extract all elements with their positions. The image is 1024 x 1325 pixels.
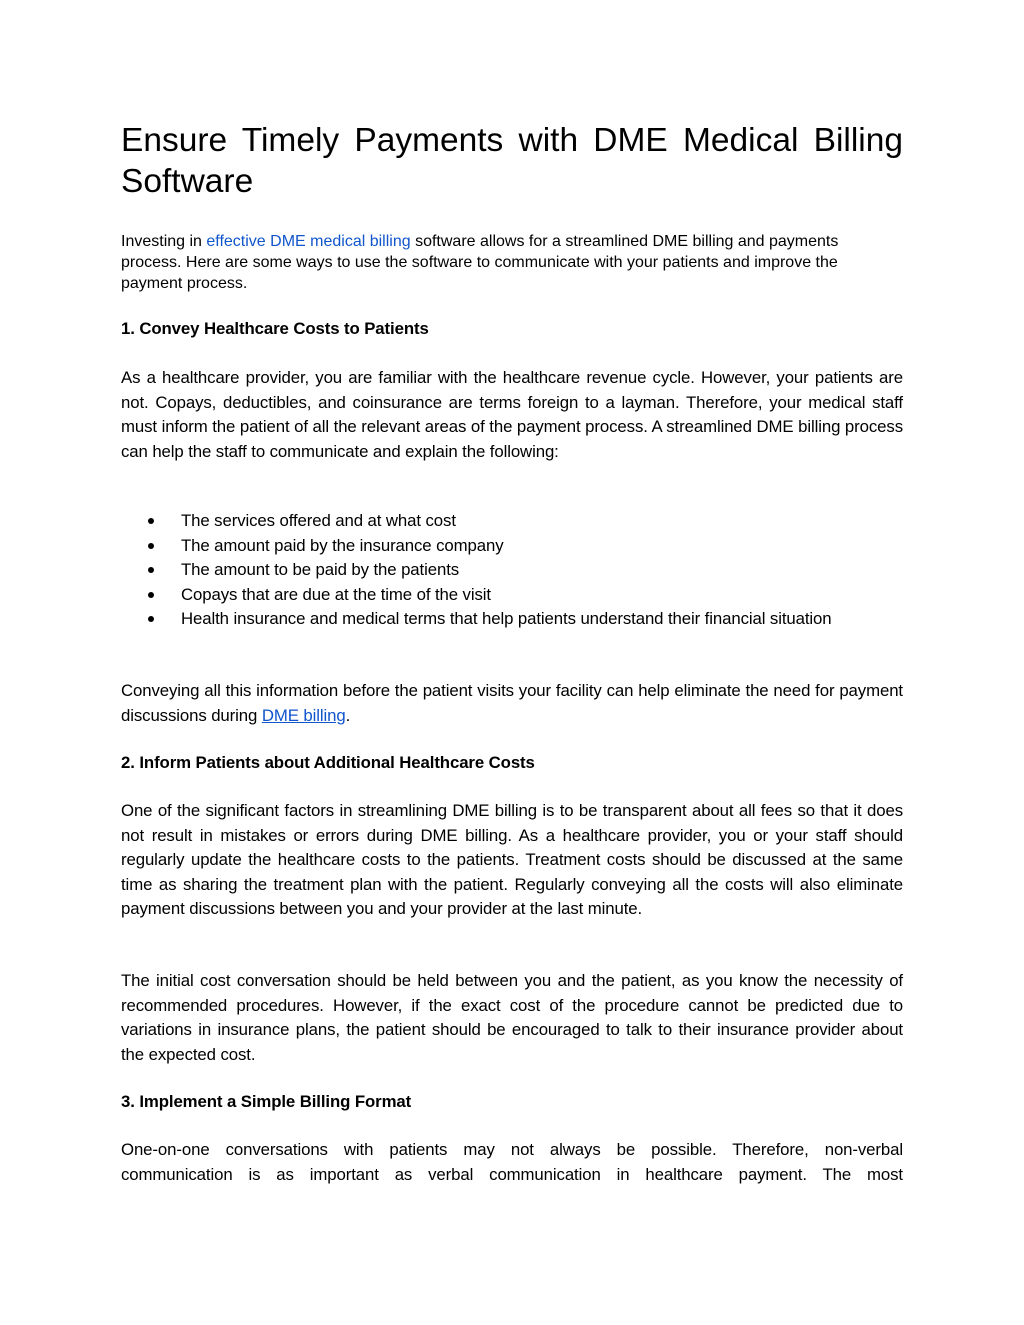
bullet-icon [148,592,154,598]
list-item-text: Health insurance and medical terms that help patients understand their financial situation [181,609,832,628]
cost-items-list [121,509,903,632]
closing-text-before-link: Conveying all this information before the patient visits your facility can help eliminate the need for payment discussions during [121,681,903,725]
list-item [121,607,903,632]
bullet-icon [148,543,154,549]
section-3-paragraph: One-on-one conversations with patients may not always be possible. Therefore, non-verbal communication is as important as verbal communication in healthcare payment. The most [121,1140,903,1184]
intro-text-before-link: Investing in [121,233,207,250]
list-item [121,509,903,534]
bullet-icon [148,518,154,524]
section-1-heading: 1. Convey Healthcare Costs to Patients [121,319,429,338]
list-item-text: The amount to be paid by the patients [181,560,460,579]
list-item-text: The services offered and at what cost [181,511,456,530]
dme-billing-link[interactable]: DME billing [261,705,346,725]
list-item-text: Copays that are due at the time of the visit [181,584,491,604]
closing-text-after-link: . [345,705,351,725]
section-1-paragraph: As a healthcare provider, you are familiar with the healthcare revenue cycle. However, your patients are not. Copays, deductibles, and coinsurance are terms foreign to a layman. Therefore, your medical staff must inform the patient of all the relevant areas of the payment process. A streamlined DME billing process can help the staff to communicate and explain the following: [121,368,903,461]
section-2-heading: 2. Inform Patients about Additional Healthcare Costs [121,753,535,772]
intro-paragraph [121,231,903,294]
section-2-paragraph-2: The initial cost conversation should be held between you and the patient, as you know the necessity of recommended procedures. However, if the exact cost of the procedure cannot be predicted due to variations in insurance plans, the patient should be encouraged to talk to their insurance provider about the expected cost. [121,971,903,1064]
list-item [121,583,903,608]
bullet-icon [148,567,154,573]
effective-dme-billing-link[interactable]: effective DME medical billing [206,233,411,250]
list-item [121,558,903,583]
page-title: Ensure Timely Payments with DME Medical Billing Software [121,122,903,200]
section-3-heading: 3. Implement a Simple Billing Format [121,1092,412,1111]
intro-text-after-link: software allows for a streamlined DME billing and payments process. Here are some ways to use the software to communicate with your patients and improve the payment process. [121,233,839,292]
section-1-closing-paragraph [121,679,903,728]
list-item-text: The amount paid by the insurance company [181,535,504,555]
bullet-icon [148,616,154,622]
section-2-paragraph-1: One of the significant factors in streamlining DME billing is to be transparent about all fees so that it does not result in mistakes or errors during DME billing. As a healthcare provider, you or your staff should regularly update the healthcare costs to the patients. Treatment costs should be discussed at the same time as sharing the treatment plan with the patient. Regularly conveying all the costs will also eliminate payment discussions between you and your provider at the last minute. [121,801,903,918]
list-item [121,534,903,559]
